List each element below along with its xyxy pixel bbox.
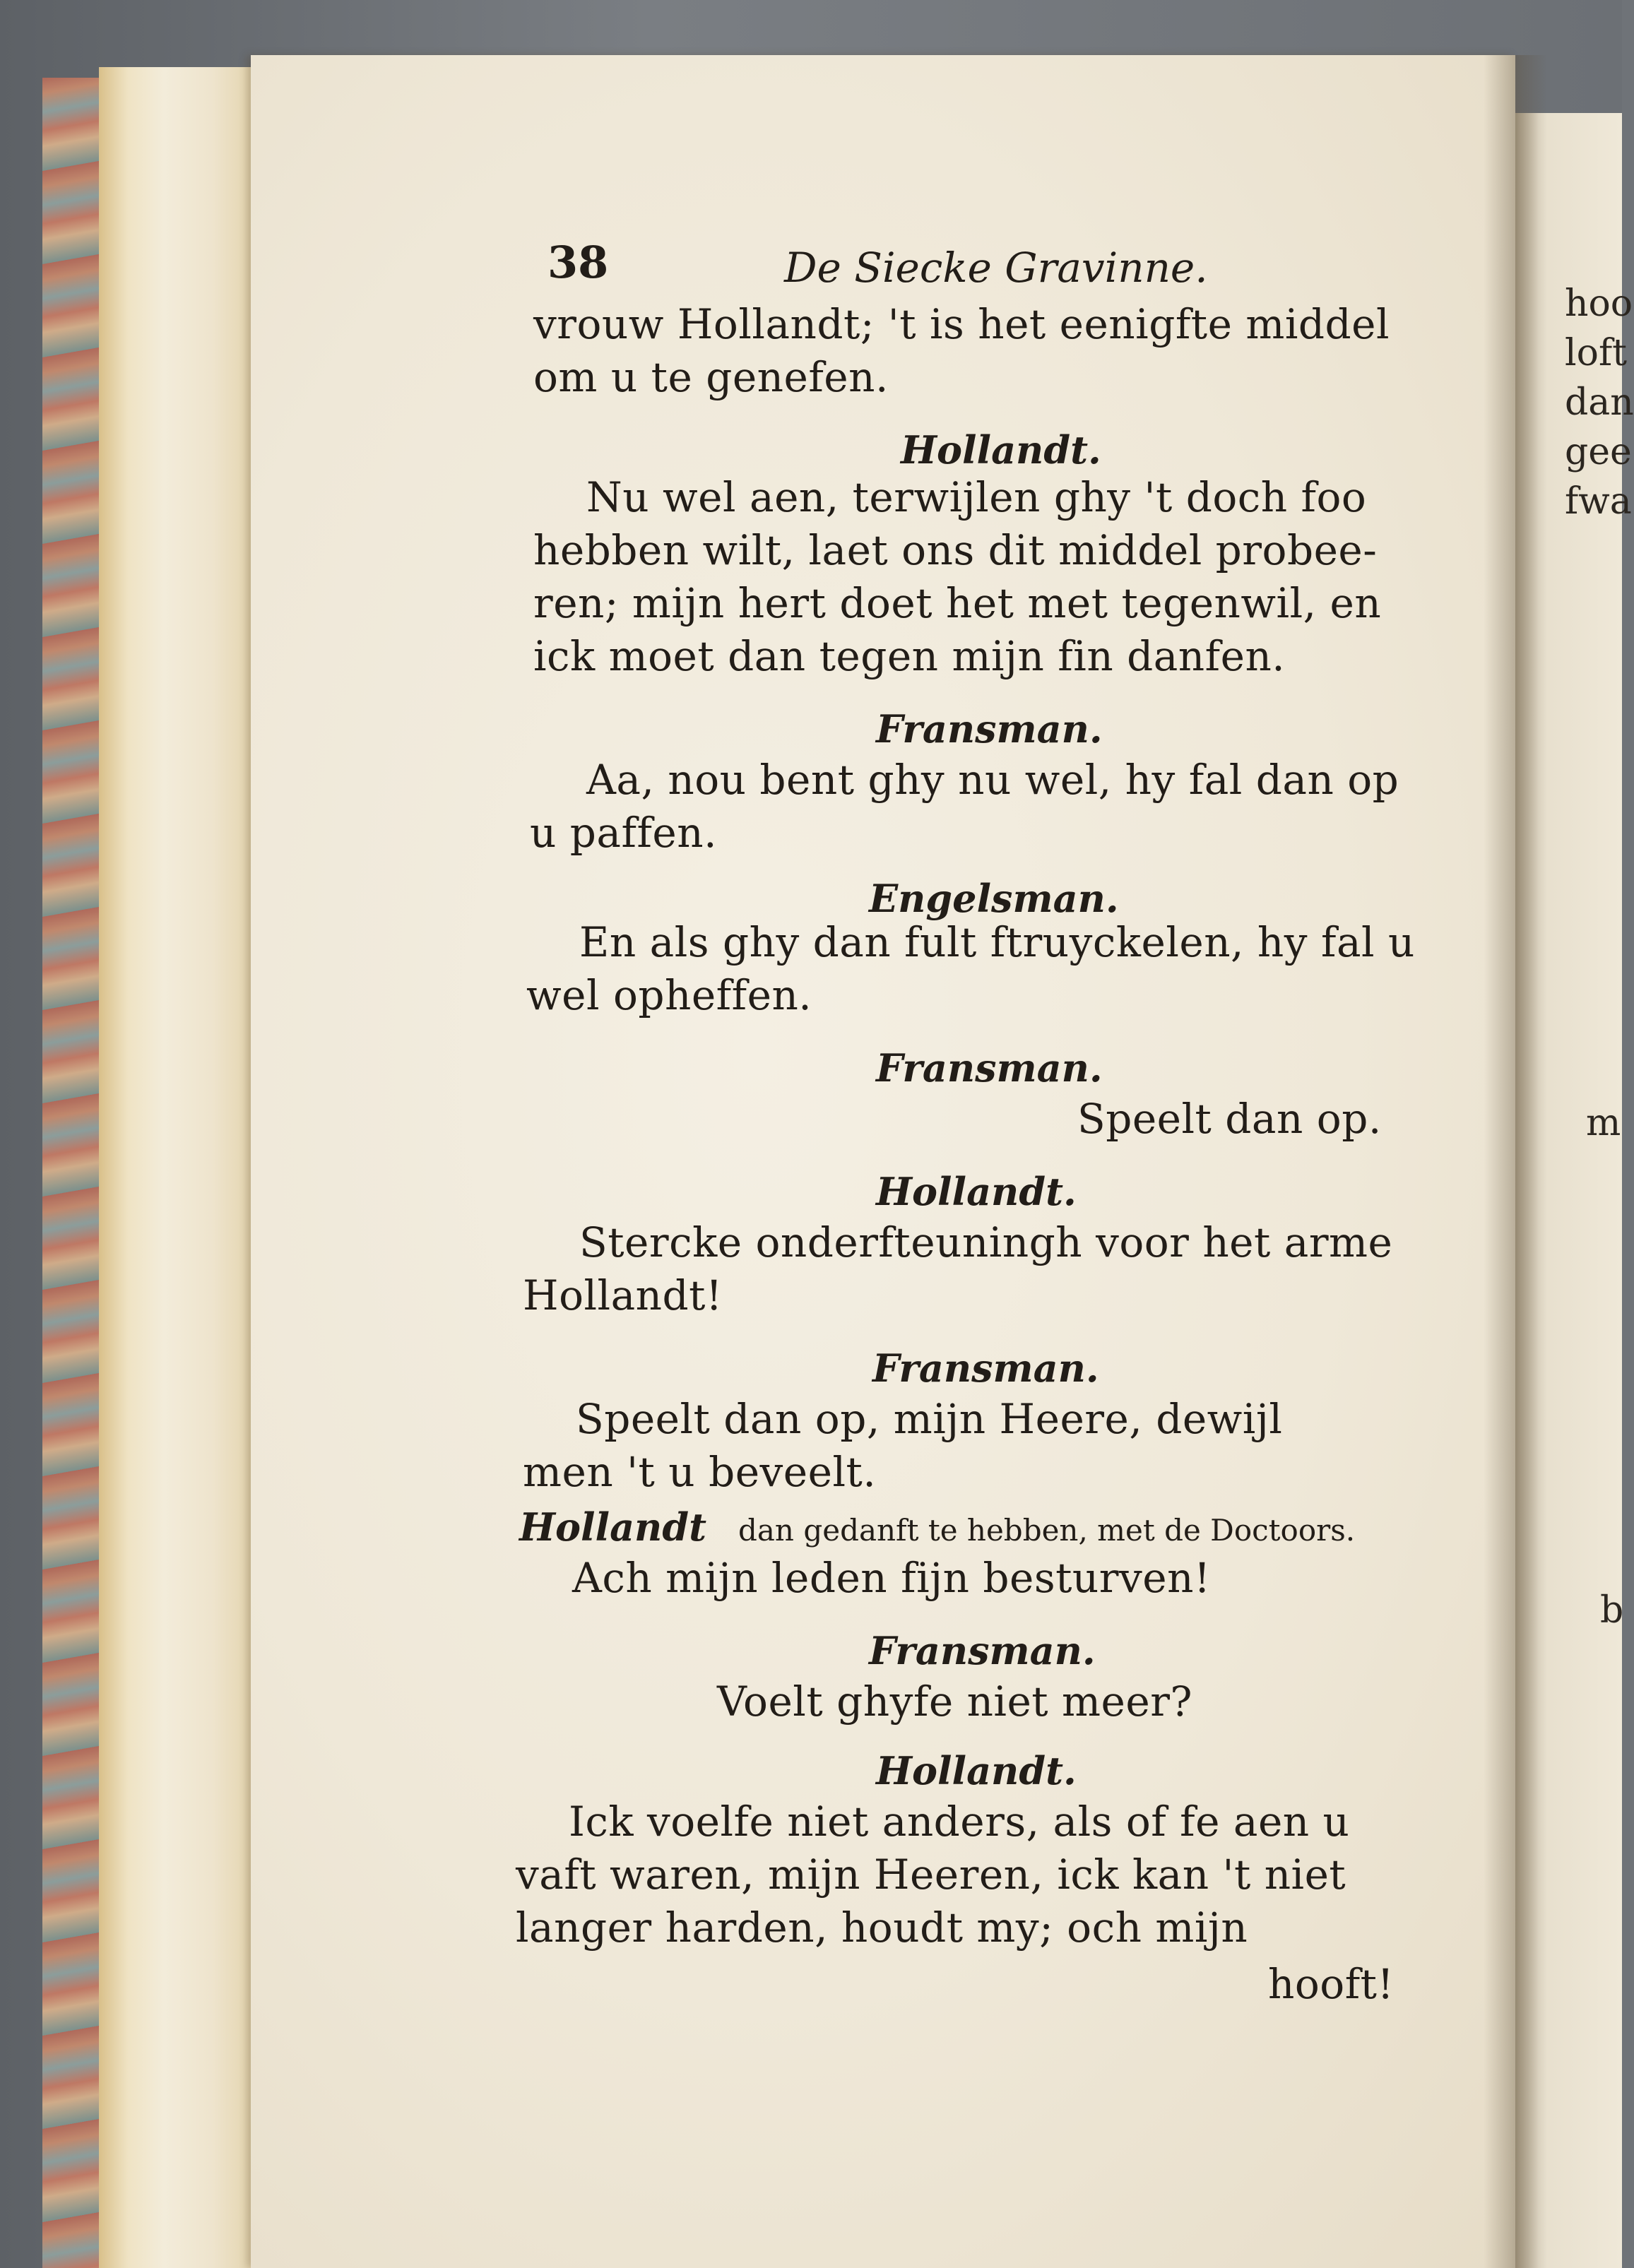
speaker-label: Hollandt. bbox=[876, 1748, 1077, 1793]
facing-fragment: b bbox=[1600, 1589, 1624, 1632]
text-line: Speelt dan op. bbox=[1077, 1095, 1382, 1143]
text-line: ren; mijn hert doet het met tegenwil, en bbox=[533, 579, 1382, 627]
speaker-label: Engelsman. bbox=[869, 876, 1119, 921]
page-edges bbox=[99, 67, 261, 2268]
facing-fragment: m bbox=[1586, 1102, 1621, 1144]
speaker-label: Hollandt. bbox=[901, 427, 1101, 473]
text-line: men 't u beveelt. bbox=[523, 1448, 877, 1496]
page-number: 38 bbox=[547, 237, 609, 288]
text-line: Nu wel aen, terwijlen ghy 't doch foo bbox=[586, 473, 1367, 521]
text-line: Aa, nou bent ghy nu wel, hy fal dan op bbox=[586, 756, 1399, 804]
text-line: Ach mijn leden fijn besturven! bbox=[572, 1554, 1211, 1602]
speaker-label: Hollandt. bbox=[876, 1169, 1077, 1214]
text-line: om u te genefen. bbox=[533, 353, 889, 401]
text-line: Ick voelfe niet anders, als of fe aen u bbox=[569, 1798, 1350, 1846]
speaker-label: Fransman. bbox=[869, 1628, 1096, 1673]
facing-fragment: gee bbox=[1565, 431, 1632, 473]
text-line: vrouw Hollandt; 't is het eenigfte middel bbox=[533, 300, 1390, 348]
text-line: ick moet dan tegen mijn fin danfen. bbox=[533, 632, 1286, 680]
text-line: vaft waren, mijn Heeren, ick kan 't niet bbox=[516, 1851, 1346, 1899]
page-gutter bbox=[1484, 55, 1547, 2268]
text-line: langer harden, houdt my; och mijn bbox=[516, 1904, 1248, 1952]
text-line: wel opheffen. bbox=[526, 971, 812, 1019]
text-line: hooft! bbox=[1268, 1960, 1395, 2008]
facing-fragment: loft bbox=[1565, 332, 1628, 374]
speaker-label: Fransman. bbox=[872, 1346, 1099, 1391]
speaker-label: Fransman. bbox=[876, 1045, 1103, 1091]
facing-fragment: fwa bbox=[1565, 480, 1632, 523]
stage-direction: dan gedanft te hebben, met de Doctoors. bbox=[738, 1513, 1356, 1548]
speaker-label: Fransman. bbox=[876, 706, 1103, 752]
text-line: En als ghy dan fult ftruyckelen, hy fal u bbox=[579, 918, 1415, 966]
text-line: Hollandt! bbox=[523, 1271, 723, 1319]
text-line: Voelt ghyfe niet meer? bbox=[717, 1678, 1193, 1726]
marbled-board-edge bbox=[42, 78, 106, 2268]
facing-fragment: dan bbox=[1565, 381, 1634, 424]
text-line: hebben wilt, laet ons dit middel probee- bbox=[533, 526, 1378, 574]
text-line: Stercke onderfteuningh voor het arme bbox=[579, 1218, 1393, 1266]
text-line: u paffen. bbox=[530, 809, 718, 857]
running-title: De Siecke Gravinne. bbox=[784, 244, 1208, 292]
facing-fragment: hoo bbox=[1565, 283, 1633, 325]
text-line: Speelt dan op, mijn Heere, dewijl bbox=[576, 1395, 1283, 1443]
stage-speaker: Hollandt bbox=[519, 1504, 707, 1550]
